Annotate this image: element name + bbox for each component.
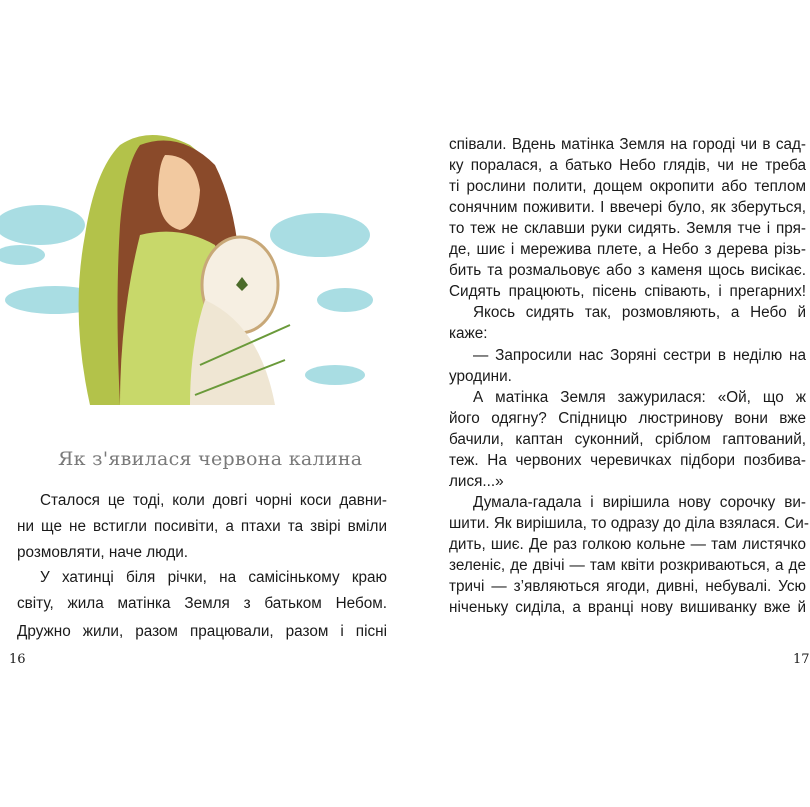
text-line: співали. Вдень матінка Земля на городі чи в сад- xyxy=(449,136,806,153)
text-line: де, шиє і мережива плете, а Небо з дерева різь- xyxy=(449,241,806,259)
text-line: бачили, каптан суконний, сріблом гаптований, xyxy=(449,430,806,448)
right-page xyxy=(420,0,810,807)
text-line: бить та розмальовує або з каменя щось висікає. xyxy=(449,262,806,280)
left-page xyxy=(0,0,400,807)
text-line: Дружно жили, разом працювали, разом і пісні xyxy=(17,623,387,640)
text-line: уродини. xyxy=(449,367,512,385)
chapter-title: Як з'явилася червона калина xyxy=(58,448,363,470)
text-line: сонячним поживити. І ввечері було, як зберуться, xyxy=(449,199,806,217)
text-line: ніченьку сиділа, а вранці нову вишиванку вже й xyxy=(449,599,806,617)
text-line: розмовляти, наче люди. xyxy=(17,544,189,561)
text-line: А матінка Земля зажурилася: «Ой, що ж xyxy=(473,388,806,406)
text-line: тричі — з’являються ягоди, дивні, небувалі. Усю xyxy=(449,578,806,596)
text-line: лися...» xyxy=(449,472,504,490)
woman-embroidering-illustration xyxy=(0,125,375,415)
text-line: ті рослини полити, дощем окропити або теплом xyxy=(449,178,806,196)
text-line: Сталося це тоді, коли довгі чорні коси давни- xyxy=(40,492,387,509)
page-number: 16 xyxy=(9,652,26,667)
text-line: — Запросили нас Зоряні сестри в неділю на xyxy=(473,346,806,364)
text-line: Якось сидять так, розмовляють, а Небо й xyxy=(473,304,806,322)
text-line: то теж не склавши руки сидять. Земля тче і пря- xyxy=(449,220,806,238)
text-line: У хатинці біля річки, на самісінькому краю xyxy=(40,569,387,586)
text-line: теж. На червоних черевичках підбори позбива- xyxy=(449,451,806,469)
text-line: Сидять працюють, пісень співають, і прегарних! xyxy=(449,283,806,301)
text-line: зеленіє, де двічі — там квіти розкриваються, а де xyxy=(449,557,806,574)
text-line: ку поралася, а батько Небо глядів, чи не треба xyxy=(449,157,806,175)
text-line: ни ще не встигли посивіти, а птахи та звірі вміли xyxy=(17,518,387,535)
text-line: шити. Як вирішила, то одразу до діла взялася. Си- xyxy=(449,514,809,532)
text-line: дить, шиє. Де раз голкою кольне — там листячко xyxy=(449,535,806,553)
text-line: його одягну? Спідницю люстринову вони вже xyxy=(449,409,806,427)
text-line: каже: xyxy=(449,325,488,343)
page-number: 17 xyxy=(793,652,810,667)
text-line: світу, жила матінка Земля з батьком Небом. xyxy=(17,595,387,612)
text-line: Думала-гадала і вирішила нову сорочку ви- xyxy=(473,493,806,511)
